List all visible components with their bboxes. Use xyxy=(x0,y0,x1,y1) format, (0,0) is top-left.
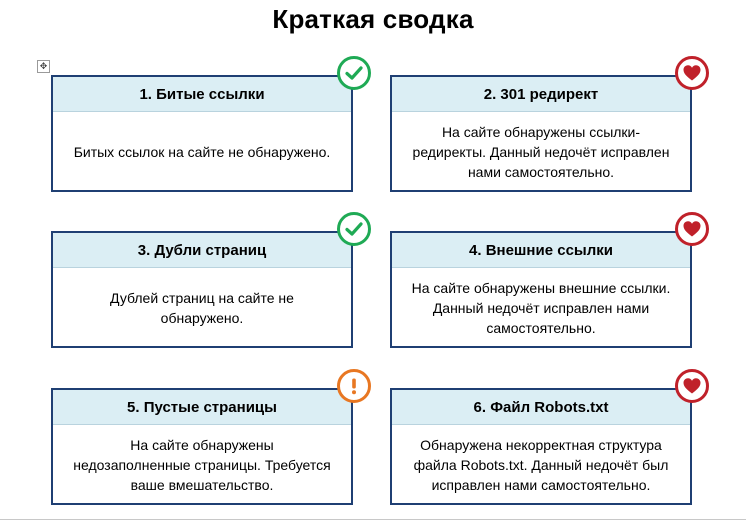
card-header: 4. Внешние ссылки xyxy=(392,233,690,268)
summary-card-external-links xyxy=(390,231,692,348)
summary-card-robots-txt xyxy=(390,388,692,505)
summary-card-301-redirect xyxy=(390,75,692,192)
card-body: Дублей страниц на сайте не обнаружено. xyxy=(110,289,294,326)
card-body: На сайте обнаружены ссылки-редиректы. Данный недочёт исправлен нами самостоятельно. xyxy=(412,123,670,180)
summary-card-empty-pages xyxy=(51,388,353,505)
card-body: Битых ссылок на сайте не обнаружено. xyxy=(73,143,331,160)
summary-card-duplicate-pages xyxy=(51,231,353,348)
heart-icon xyxy=(675,369,709,403)
exclamation-icon xyxy=(337,369,371,403)
card-header: 2. 301 редирект xyxy=(392,77,690,112)
check-icon xyxy=(337,56,371,90)
card-body: Обнаружена некорректная структура файла Robots.txt. Данный недочёт был исправлен нами самостоятельно. xyxy=(413,436,669,493)
card-body: На сайте обнаружены недозаполненные страницы. Требуется ваше вмешательство. xyxy=(73,436,331,493)
card-body: На сайте обнаружены внешние ссылки. Данный недочёт исправлен нами самостоятельно. xyxy=(411,279,671,336)
heart-icon xyxy=(675,212,709,246)
summary-card-broken-links xyxy=(51,75,353,192)
card-header: 6. Файл Robots.txt xyxy=(392,390,690,425)
page-bottom-divider xyxy=(0,519,746,520)
page-title: Краткая сводка xyxy=(272,4,474,34)
check-icon xyxy=(337,212,371,246)
card-header: 5. Пустые страницы xyxy=(53,390,351,425)
card-header: 3. Дубли страниц xyxy=(53,233,351,268)
table-move-handle-icon[interactable]: ✥ xyxy=(37,60,50,73)
card-header: 1. Битые ссылки xyxy=(53,77,351,112)
heart-icon xyxy=(675,56,709,90)
